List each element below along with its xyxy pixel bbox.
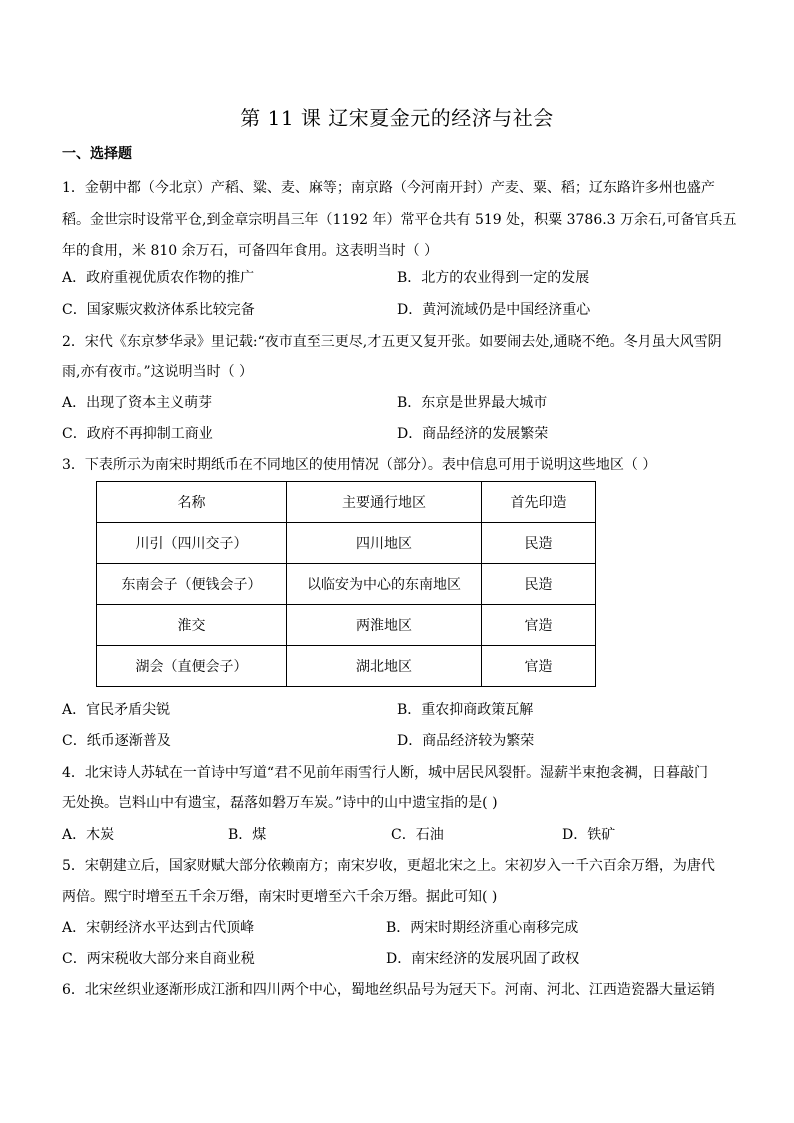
table-cell: 四川地区 (287, 523, 482, 564)
question-4-line-1: 4．北宋诗人苏轼在一首诗中写道“君不见前年雨雪行人断，城中居民风裂骭。湿薪半束抱衾裯，日暮敲门 (62, 765, 709, 781)
question-3-option-b: B．重农抑商政策瓦解 (397, 702, 534, 718)
question-3-line-1: 3．下表所示为南宋时期纸币在不同地区的使用情况（部分）。表中信息可用于说明这些地区（ ） (62, 457, 657, 473)
question-1-line-2: 稻。金世宗时设常平仓,到金章宗明昌三年（1192 年）常平仓共有 519 处，积粟 3786.3 万余石,可备官兵五 (62, 212, 737, 228)
question-2-option-b: B．东京是世界最大城市 (397, 395, 548, 411)
table-header-row (97, 482, 596, 523)
question-5-option-a: A．宋朝经济水平达到古代顶峰 (62, 920, 255, 936)
question-4-option-d: D．铁矿 (562, 827, 616, 843)
question-1-option-b: B．北方的农业得到一定的发展 (397, 270, 590, 286)
question-3-option-a: A．官民矛盾尖锐 (62, 702, 171, 718)
table-row (97, 646, 596, 687)
table-cell: 淮交 (97, 605, 287, 646)
table-header-cell: 首先印造 (482, 482, 596, 523)
question-5-option-d: D．南宋经济的发展巩固了政权 (386, 951, 580, 967)
question-2-option-a: A．出现了资本主义萌芽 (62, 395, 213, 411)
table-header-cell: 主要通行地区 (287, 482, 482, 523)
question-5-option-c: C．两宋税收大部分来自商业税 (62, 951, 255, 967)
question-1-line-3: 年的食用，米 810 余万石，可备四年食用。这表明当时（ ） (62, 243, 439, 259)
question-4-line-2: 无处换。岂料山中有遗宝，磊落如磐万车炭。”诗中的山中遗宝指的是( ) (62, 795, 498, 811)
table-cell: 官造 (482, 646, 596, 687)
question-3-option-c: C．纸币逐渐普及 (62, 733, 171, 749)
question-2-line-1: 2．宋代《东京梦华录》里记载:“夜市直至三更尽,才五更又复开张。如要闹去处,通晓不绝。冬月虽大风雪阴 (62, 334, 722, 350)
question-1-line-1: 1．金朝中都（今北京）产稻、粱、麦、麻等；南京路（今河南开封）产麦、粟、稻；辽东路许多州也盛产 (62, 180, 715, 196)
question-2-option-c: C．政府不再抑制工商业 (62, 426, 213, 442)
table-cell: 民造 (482, 523, 596, 564)
table-cell: 东南会子（便钱会子） (97, 564, 287, 605)
table-cell: 川引（四川交子） (97, 523, 287, 564)
question-5-option-b: B．两宋时期经济重心南移完成 (386, 920, 579, 936)
question-4-option-c: C．石油 (391, 827, 444, 843)
question-5-line-2: 两倍。熙宁时增至五千余万缗，南宋时更增至六千余万缗。据此可知( ) (62, 889, 498, 905)
question-1-option-d: D．黄河流域仍是中国经济重心 (397, 302, 591, 318)
question-5-line-1: 5．宋朝建立后，国家财赋大部分依赖南方；南宋岁收，更超北宋之上。宋初岁入一千六百余万缗，为唐代 (62, 858, 715, 874)
table-row (97, 523, 596, 564)
section-heading: 一、选择题 (62, 146, 132, 162)
question-1-option-c: C．国家赈灾救济体系比较完备 (62, 302, 255, 318)
table-cell: 以临安为中心的东南地区 (287, 564, 482, 605)
question-1-option-a: A．政府重视优质农作物的推广 (62, 270, 255, 286)
question-3-option-d: D．商品经济较为繁荣 (397, 733, 535, 749)
table-cell: 民造 (482, 564, 596, 605)
table-cell: 两淮地区 (287, 605, 482, 646)
table-header-cell: 名称 (97, 482, 287, 523)
question-6-line-1: 6．北宋丝织业逐渐形成江浙和四川两个中心，蜀地丝织品号为冠天下。河南、河北、江西造瓷器大量运销 (62, 982, 715, 998)
question-2-option-d: D．商品经济的发展繁荣 (397, 426, 549, 442)
table-row (97, 564, 596, 605)
question-4-option-a: A．木炭 (62, 827, 115, 843)
paper-money-table (96, 481, 596, 687)
page-title: 第 11 课 辽宋夏金元的经济与社会 (240, 106, 554, 130)
table-cell: 官造 (482, 605, 596, 646)
question-4-option-b: B．煤 (228, 827, 267, 843)
table-row (97, 605, 596, 646)
table-cell: 湖会（直便会子） (97, 646, 287, 687)
question-2-line-2: 雨,亦有夜市。”这说明当时（ ） (62, 364, 254, 380)
table-cell: 湖北地区 (287, 646, 482, 687)
